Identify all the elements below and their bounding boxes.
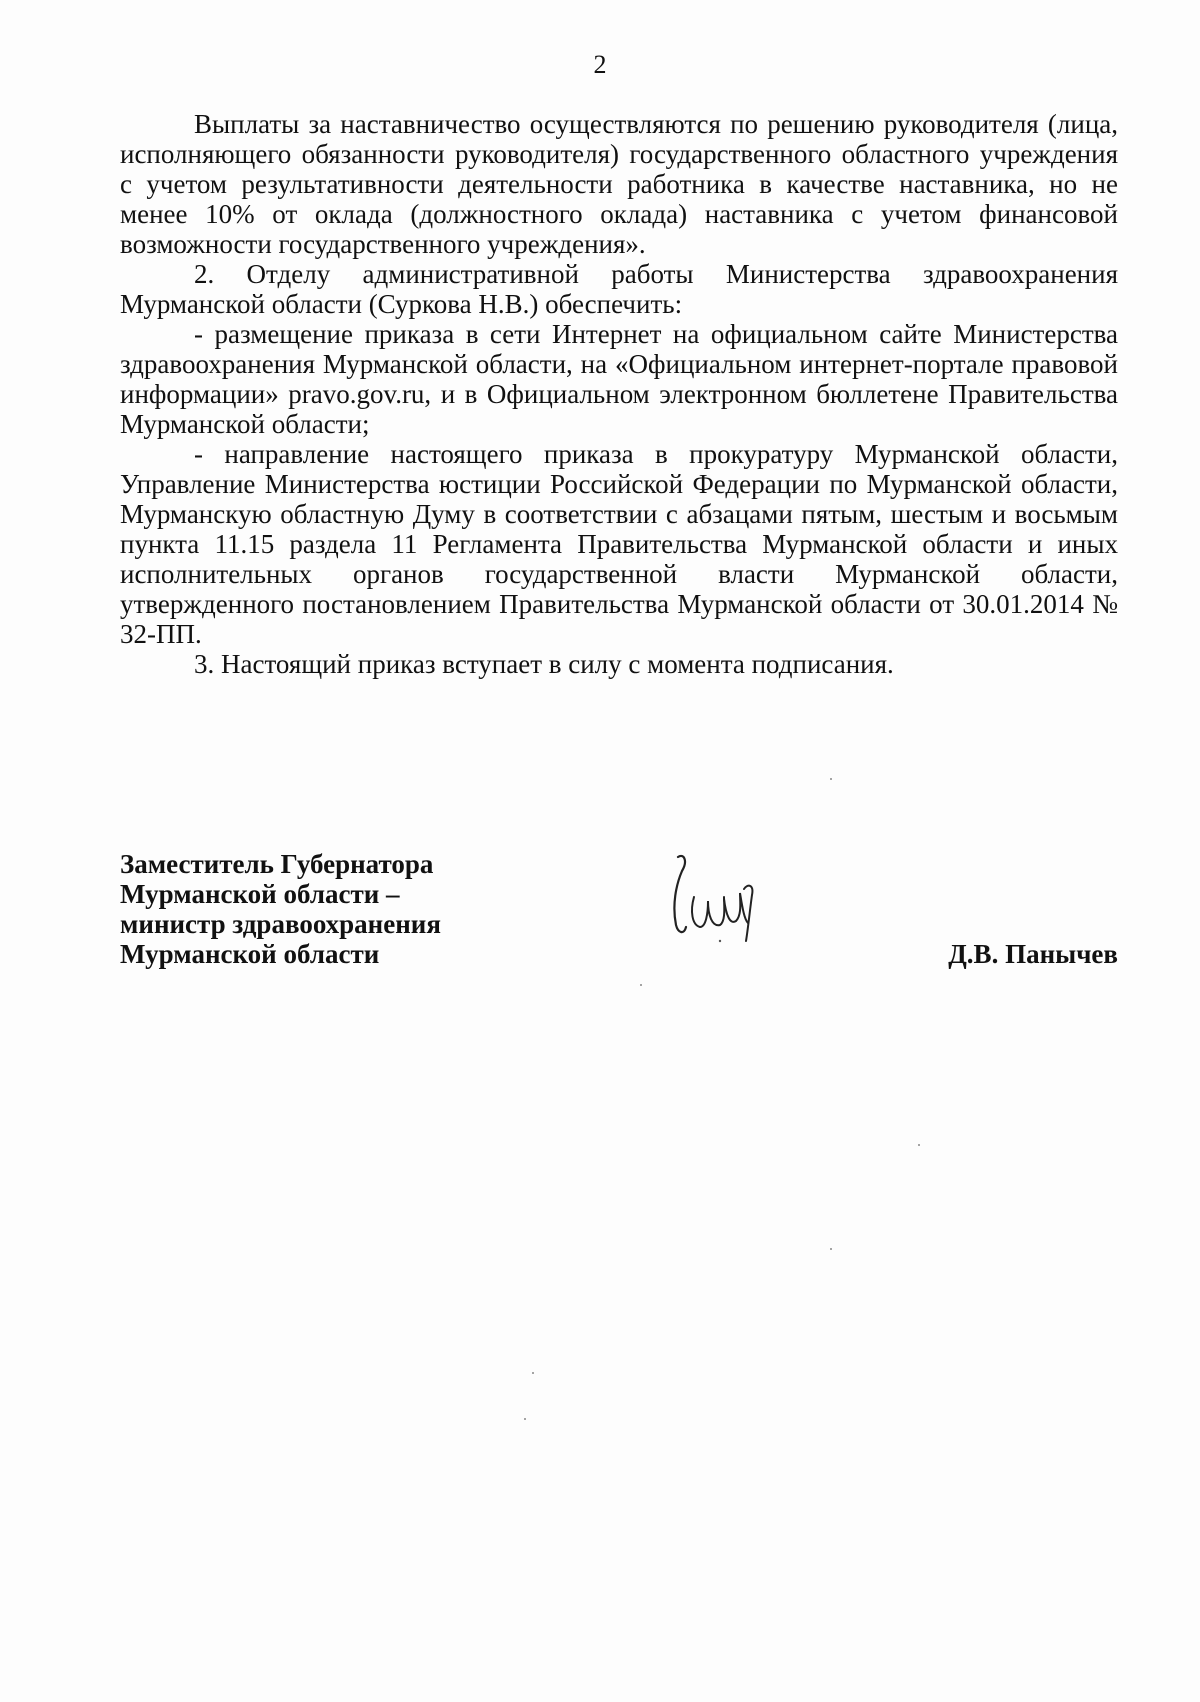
paragraph-mentorship-payments: Выплаты за наставничество осуществляются по решению руководителя (лица, исполняющего обязанности руководителя) государственного областного учреждения с учетом результативности деятельности работника в качестве наставника, но не менее 10% от оклада (должностного оклада) наставника с учетом финансовой возможности государственного учреждения». [120,109,1118,259]
scan-speck [830,778,832,780]
signatory-title [120,849,441,969]
scan-speck [918,1144,920,1146]
document-body [120,109,1118,679]
scan-speck [532,1372,534,1374]
paragraph-item-2-distribution: - направление настоящего приказа в прокуратуру Мурманской области, Управление Министерства юстиции Российской Федерации по Мурманской области, Мурманскую областную Думу в соответствии с абзацами пятым, шестым и восьмым пункта 11.15 раздела 11 Регламента Правительства Мурманской области и иных исполнительных органов государственной власти Мурманской области, утвержденного постановлением Правительства Мурманской области от 30.01.2014 № 32-ПП. [120,439,1118,649]
paragraph-item-3: 3. Настоящий приказ вступает в силу с момента подписания. [194,649,894,679]
scan-speck [640,984,642,986]
page-number: 2 [593,50,607,79]
signatory-title-line: Мурманской области – [120,879,400,909]
scan-speck [524,1418,526,1420]
handwritten-signature [660,849,770,949]
signatory-name: Д.В. Панычев [948,939,1118,969]
signature-block [120,849,1118,979]
signatory-title-line: Заместитель Губернатора [120,849,434,879]
paragraph-item-2-publication: - размещение приказа в сети Интернет на официальном сайте Министерства здравоохранения Мурманской области, на «Официальном интернет-портале правовой информации» pravo.gov.ru, и в Официальном электронном бюллетене Правительства Мурманской области; [120,319,1118,439]
signatory-title-line: министр здравоохранения [120,909,441,939]
scan-speck [830,1248,832,1250]
paragraph-item-2: 2. Отделу административной работы Министерства здравоохранения Мурманской области (Суркова Н.В.) обеспечить: [120,259,1118,319]
signatory-title-line: Мурманской области [120,939,380,969]
